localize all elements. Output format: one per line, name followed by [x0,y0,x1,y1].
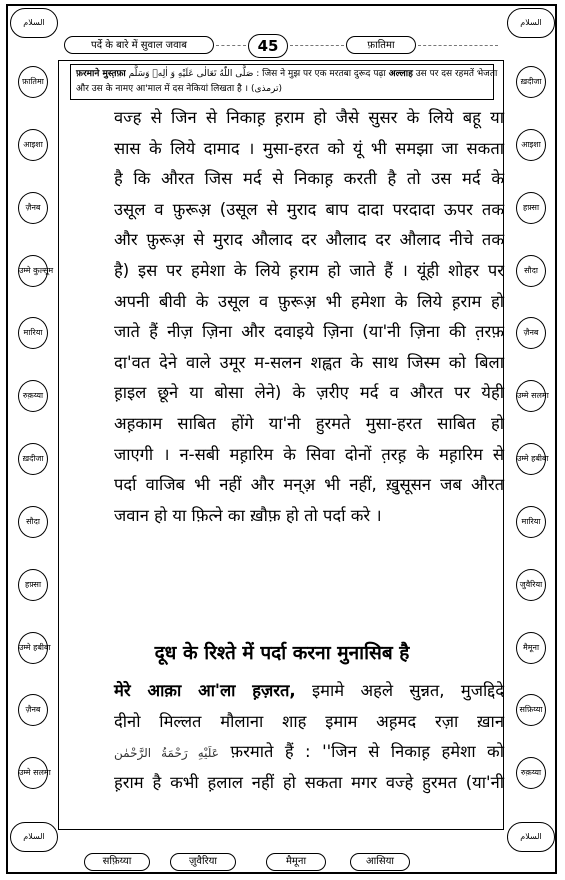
text-line: दीनो मिल्लत मौलाना शाह इमाम अह़मद रज़ा ख़ान [114,711,504,731]
side-badge-left: ज़ैनब [18,694,48,726]
text-line: उसूल व फ़ुरूअ़ (उसूल से मुराद बाप दादा परदादा ऊपर तक [114,199,504,219]
side-badge-right: रुक़य्या [516,757,546,789]
corner-badge-top-right: السلام [507,8,555,38]
header-divider [216,45,246,46]
aala-hazrat-bold: मेरे आक़ा आ'ला ह़ज़रत, [114,681,296,700]
quote-text-a: : जिस ने मुझ पर एक मरतबा दुरूद पढ़ा [256,69,386,79]
side-badge-right: उम्मे हबीबा [516,443,546,475]
quote-arabic: صَلَّى اللّٰهُ تَعَالٰى عَلَيْهِ وَ اٰلِهٖ وَسَلَّم [128,69,254,79]
text-line: जाते हैं नीज़ ज़िना और दवाइये ज़िना (या'नी ज़िना की त़रफ़ [114,322,504,342]
side-badge-left: फ़ातिमा [18,66,48,98]
text-line: ह़राम है कभी ह़लाल नहीं हो सकता मगर वज्हे हुरमत (या'नी [114,772,504,792]
side-badge-right: मारिया [516,506,546,538]
footer-label: मैमूना [266,853,326,871]
quote-source: (ترمذی) [250,84,283,94]
side-badge-left: उम्मे कुल्सूम [18,255,48,287]
text-line [114,676,504,707]
quote-line2: और उस के नामए आ'माल में दस नेकियां लिखता है । [76,84,249,94]
corner-badge-top-left: السلام [10,8,58,38]
header-divider [290,45,344,46]
text-line: ह़ाइल छूने या बोसा लेने) के ज़रीए मर्द व औरत पर येही [114,383,504,403]
section-heading: दूध के रिश्ते में पर्दा करना मुनासिब है [154,642,410,664]
side-badge-left: हफ़्सा [18,569,48,601]
text-line: दा'वत देने वाले उमूर म-सलन शह्वत के साथ जिस्म को बिला [114,352,504,372]
side-badge-right: सफ़िय्या [516,694,546,726]
header-left-title: पर्दे के बारे में सुवाल जवाब [64,36,214,54]
text-line: जाएगी । न-सबी मह़ारिम के सिवा दोनों त़रह़ के मह़ारिम से [114,444,504,464]
side-badge-right: उम्मे सलमा [516,380,546,412]
arabic-honorific: عَلَيْهِ رَحْمَةُ الرَّحْمٰن [114,746,219,761]
quote-allah: अल्लाह [388,69,413,79]
side-badge-left: सौदा [18,506,48,538]
corner-badge-bottom-right: السلام [507,822,555,852]
side-badge-right: हफ़्सा [516,192,546,224]
quote-label: फ़रमाने मुस्त़फ़ा [76,69,126,79]
text-line [114,737,504,768]
text-line: सास के लिये दामाद । मुसा-हरत को यूं भी समझा जा सकता [114,138,504,158]
side-badge-right: जुवैरिया [516,569,546,601]
side-badge-right: ज़ैनब [516,317,546,349]
page-number: 45 [248,34,288,58]
text-line: वज्ह से जिन से निकाह़ ह़राम हो जैसे सुसर के लिये बहू या [114,108,504,127]
header-divider [418,45,498,46]
side-badge-right: ख़दीजा [516,66,546,98]
text-span: इमामे अहले सुन्नत, मुजद्दिदे [295,681,504,700]
side-badge-left: रुक़य्या [18,380,48,412]
hadith-quote-box [70,64,498,100]
text-line: है) इस पर हमेशा के लिये ह़राम हो जाते हैं । यूंही शोहर पर [114,260,504,280]
quote-text-b: उस पर दस रहमतें भेजता [415,69,498,79]
text-line: अपनी बीवी के उसूल व फ़ुरूअ़ भी हमेशा के लिये ह़राम हो [114,291,504,311]
side-badge-left: आइशा [18,129,48,161]
corner-badge-bottom-left: السلام [10,822,58,852]
paragraph-2 [114,676,504,798]
paragraph-1 [114,103,504,531]
side-badge-left: ख़दीजा [18,443,48,475]
text-span: फ़रमाते हैं : ''जिन से निकाह़ हमेशा को [218,742,504,762]
side-badge-left: मारिया [18,317,48,349]
footer-label: सफ़िय्या [84,853,150,871]
side-badge-right: आइशा [516,129,546,161]
text-line: पर्दा वाजिब भी नहीं और मन्अ़ भी नहीं, ख़ुसूसन जब औरत [114,475,504,495]
text-line: है कि औरत जिस मर्द से निकाह़ करती है तो उस मर्द के [114,169,504,189]
header-right-title: फ़ातिमा [346,36,416,54]
side-badge-left: ज़ैनब [18,192,48,224]
footer-label: ज़ुवैरिया [170,853,236,871]
side-badge-right: सौदा [516,255,546,287]
text-line: जवान हो या फ़ित्ने का ख़ौफ़ हो तो पर्दा करे । [114,505,382,525]
text-line: और फ़ुरूअ़ से मुराद औलाद दर औलाद दर औलाद नीचे तक [114,230,504,250]
text-line: अह़काम साबित होंगे या'नी हुरमते मुसा-हरत साबित हो [114,413,504,433]
side-badge-left: उम्मे सलमा [18,757,48,789]
side-badge-right: मैमूना [516,632,546,664]
side-badge-left: उम्मे हबीबा [18,632,48,664]
footer-label: आसिया [350,853,410,871]
